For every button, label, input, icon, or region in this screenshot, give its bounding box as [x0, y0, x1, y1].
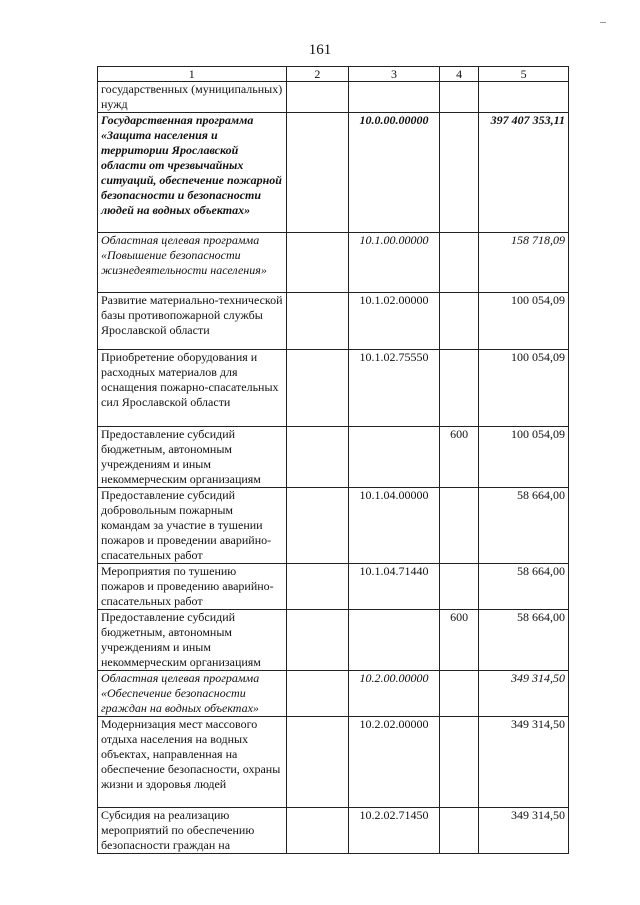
row-col2: [286, 350, 349, 427]
row-amount: 100 054,09: [479, 293, 569, 350]
row-name: Субсидия на реализацию мероприятий по обеспечению безопасности граждан на: [98, 808, 287, 854]
row-name: Предоставление субсидий бюджетным, автономным учреждениям и иным некоммерческим организациям: [98, 610, 287, 671]
row-col2: [286, 610, 349, 671]
row-col2: [286, 82, 349, 113]
table-row: [98, 564, 569, 610]
table-row: [98, 82, 569, 113]
column-header: 4: [439, 67, 479, 82]
table-row: [98, 671, 569, 717]
row-amount: 58 664,00: [479, 610, 569, 671]
row-vr: [439, 82, 479, 113]
row-col2: [286, 488, 349, 564]
row-amount: 349 314,50: [479, 717, 569, 808]
row-amount: 100 054,09: [479, 427, 569, 488]
column-header: 5: [479, 67, 569, 82]
row-code: 10.2.02.00000: [349, 717, 440, 808]
row-vr: [439, 564, 479, 610]
row-vr: [439, 293, 479, 350]
row-vr: 600: [439, 610, 479, 671]
column-header: 2: [286, 67, 349, 82]
row-amount: 397 407 353,11: [479, 113, 569, 233]
table-row: [98, 113, 569, 233]
table-row: [98, 717, 569, 808]
row-col2: [286, 564, 349, 610]
row-amount: 349 314,50: [479, 671, 569, 717]
row-name: Государственная программа «Защита населения и территории Ярославской области от чрезвычайных ситуаций, обеспечение пожарной безопасности и безопасности людей на водных объектах»: [98, 113, 287, 233]
row-amount: [479, 82, 569, 113]
row-name: государственных (муниципальных) нужд: [98, 82, 287, 113]
row-col2: [286, 233, 349, 293]
row-vr: [439, 113, 479, 233]
row-code: 10.1.00.00000: [349, 233, 440, 293]
row-name: Областная целевая программа «Обеспечение безопасности граждан на водных объектах»: [98, 671, 287, 717]
row-vr: [439, 717, 479, 808]
budget-table: [97, 66, 569, 854]
row-vr: [439, 671, 479, 717]
table-row: [98, 427, 569, 488]
column-header: 1: [98, 67, 287, 82]
row-code: 10.0.00.00000: [349, 113, 440, 233]
row-code: 10.1.04.71440: [349, 564, 440, 610]
table-row: [98, 488, 569, 564]
row-name: Мероприятия по тушению пожаров и проведению аварийно-спасательных работ: [98, 564, 287, 610]
table-row: [98, 610, 569, 671]
row-amount: 100 054,09: [479, 350, 569, 427]
row-code: 10.1.04.00000: [349, 488, 440, 564]
column-header: 3: [349, 67, 440, 82]
row-name: Предоставление субсидий добровольным пожарным командам за участие в тушении пожаров и проведении аварийно-спасательных работ: [98, 488, 287, 564]
row-name: Развитие материально-технической базы противопожарной службы Ярославской области: [98, 293, 287, 350]
row-amount: 158 718,09: [479, 233, 569, 293]
row-amount: 349 314,50: [479, 808, 569, 854]
row-code: 10.1.02.75550: [349, 350, 440, 427]
row-col2: [286, 427, 349, 488]
table-row: [98, 293, 569, 350]
row-vr: [439, 488, 479, 564]
row-code: [349, 82, 440, 113]
table-row: [98, 233, 569, 293]
row-amount: 58 664,00: [479, 564, 569, 610]
row-col2: [286, 671, 349, 717]
page-number: 161: [308, 42, 332, 58]
row-col2: [286, 293, 349, 350]
row-code: [349, 427, 440, 488]
row-code: 10.2.00.00000: [349, 671, 440, 717]
row-vr: 600: [439, 427, 479, 488]
row-name: Предоставление субсидий бюджетным, автономным учреждениям и иным некоммерческим организациям: [98, 427, 287, 488]
table-row: [98, 350, 569, 427]
row-vr: [439, 233, 479, 293]
row-name: Модернизация мест массового отдыха населения на водных объектах, направленная на обеспечение безопасности, охраны жизни и здоровья людей: [98, 717, 287, 808]
row-col2: [286, 717, 349, 808]
table-header-row: [98, 67, 569, 82]
row-code: 10.2.02.71450: [349, 808, 440, 854]
row-col2: [286, 113, 349, 233]
row-code: [349, 610, 440, 671]
row-code: 10.1.02.00000: [349, 293, 440, 350]
row-vr: [439, 350, 479, 427]
row-col2: [286, 808, 349, 854]
row-name: Областная целевая программа «Повышение безопасности жизнедеятельности населения»: [98, 233, 287, 293]
scan-mark: [600, 22, 606, 23]
row-amount: 58 664,00: [479, 488, 569, 564]
row-name: Приобретение оборудования и расходных материалов для оснащения пожарно-спасательных сил Ярославской области: [98, 350, 287, 427]
row-vr: [439, 808, 479, 854]
table-row: [98, 808, 569, 854]
